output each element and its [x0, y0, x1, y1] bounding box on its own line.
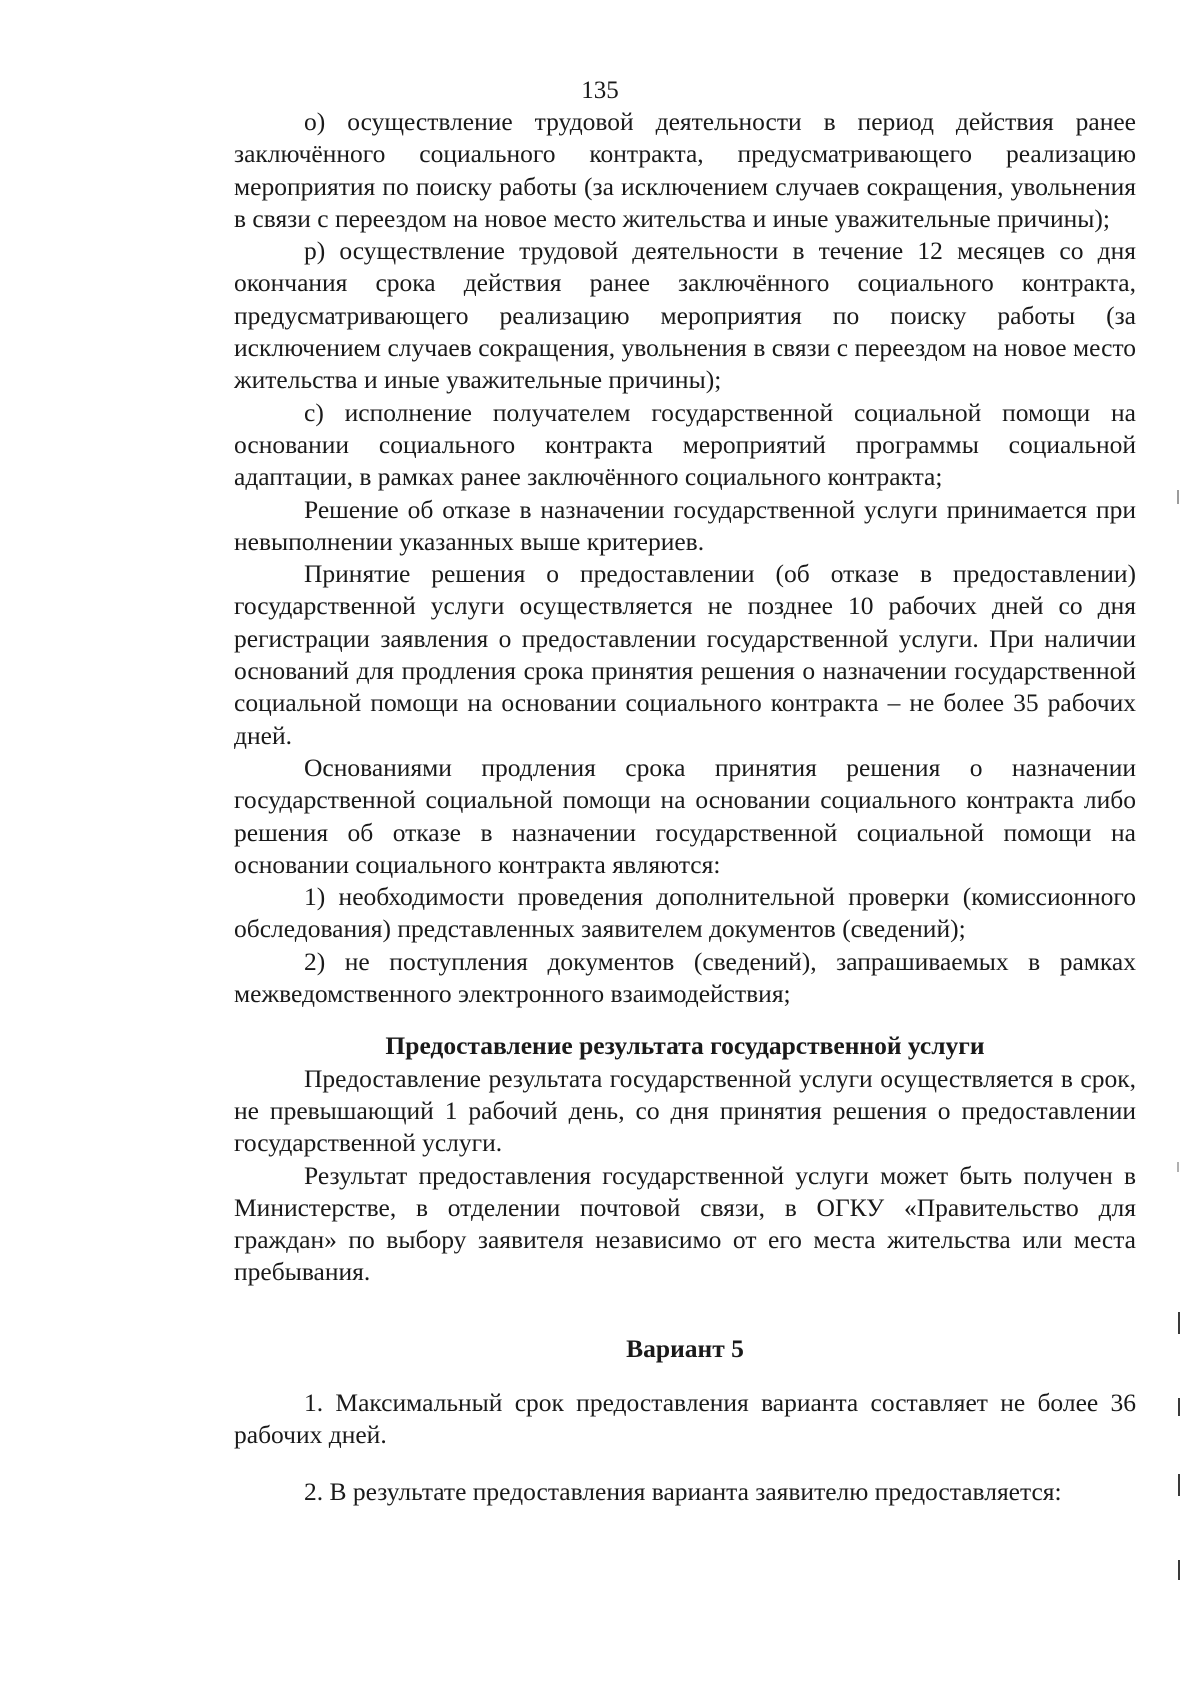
- spacer: [234, 1365, 1136, 1387]
- section-heading-result: Предоставление результата государственной услуги: [385, 1031, 985, 1061]
- paragraph-result-place: Результат предоставления государственной услуги может быть получен в Министерстве, в отделении почтовой связи, в ОГКУ «Правительство для граждан» по выбору заявителя независимо от его места жительства или места пребывания.: [234, 1160, 1136, 1287]
- margin-mark: [1178, 1398, 1180, 1416]
- paragraph-refusal: Решение об отказе в назначении государственной услуги принимается при невыполнении указанных выше критериев.: [234, 494, 1136, 556]
- margin-mark: [1178, 1560, 1180, 1580]
- paragraph-ground-2: 2) не поступления документов (сведений), запрашиваемых в рамках межведомственного электронного взаимодействия;: [234, 946, 1136, 1009]
- paragraph-ground-1: 1) необходимости проведения дополнительной проверки (комиссионного обследования) представленных заявителем документов (сведений);: [234, 882, 1136, 944]
- paragraph-result-term: Предоставление результата государственной услуги осуществляется в срок, не превышающий 1 рабочий день, со дня принятия решения о предоставлении государственной услуги.: [234, 1063, 1136, 1158]
- margin-mark: [1178, 1312, 1180, 1334]
- paragraph-extension-grounds: Основаниями продления срока принятия решения о назначении государственной социальной помощи на основании социального контракта либо решения об отказе в назначении государственной социальной помощи на основании социального контракта являются:: [234, 752, 1136, 879]
- paragraph-variant-term: 1. Максимальный срок предоставления варианта составляет не более 36 рабочих дней.: [234, 1387, 1136, 1450]
- spacer: [234, 1452, 1136, 1476]
- spacer: [234, 1289, 1136, 1333]
- paragraph-r: р) осуществление трудовой деятельности в течение 12 месяцев со дня окончания срока действия ранее заключённого социального контракта, предусматривающего реализацию мероприятия по поиску работы (за исключением случаев сокращения, увольнения в связи с переездом на новое место жительства и иные уважительные причины);: [234, 236, 1136, 395]
- page-number: 135: [581, 77, 619, 104]
- spacer: [234, 1010, 1136, 1030]
- section-heading-variant: Вариант 5: [626, 1333, 744, 1363]
- margin-mark: [1178, 1474, 1180, 1496]
- margin-mark: [1177, 1162, 1179, 1172]
- margin-mark: [1177, 490, 1179, 504]
- paragraph-decision-term: Принятие решения о предоставлении (об отказе в предоставлении) государственной услуги осуществляется не позднее 10 рабочих дней со дня регистрации заявления о предоставлении государственной услуги. При наличии оснований для продления срока принятия решения о назначении государственной социальной помощи на основании социального контракта – не более 35 рабочих дней.: [234, 559, 1136, 750]
- paragraph-o: о) осуществление трудовой деятельности в период действия ранее заключённого социального контракта, предусматривающего реализацию мероприятия по поиску работы (за исключением случаев сокращения, увольнения в связи с переездом на новое место жительства и иные уважительные причины);: [234, 107, 1136, 233]
- paragraph-variant-result: 2. В результате предоставления варианта заявителю предоставляется:: [304, 1476, 1062, 1506]
- paragraph-s: с) исполнение получателем государственной социальной помощи на основании социального контракта мероприятий программы социальной адаптации, в рамках ранее заключённого социального контракта;: [234, 397, 1136, 492]
- document-body: [234, 106, 1136, 1508]
